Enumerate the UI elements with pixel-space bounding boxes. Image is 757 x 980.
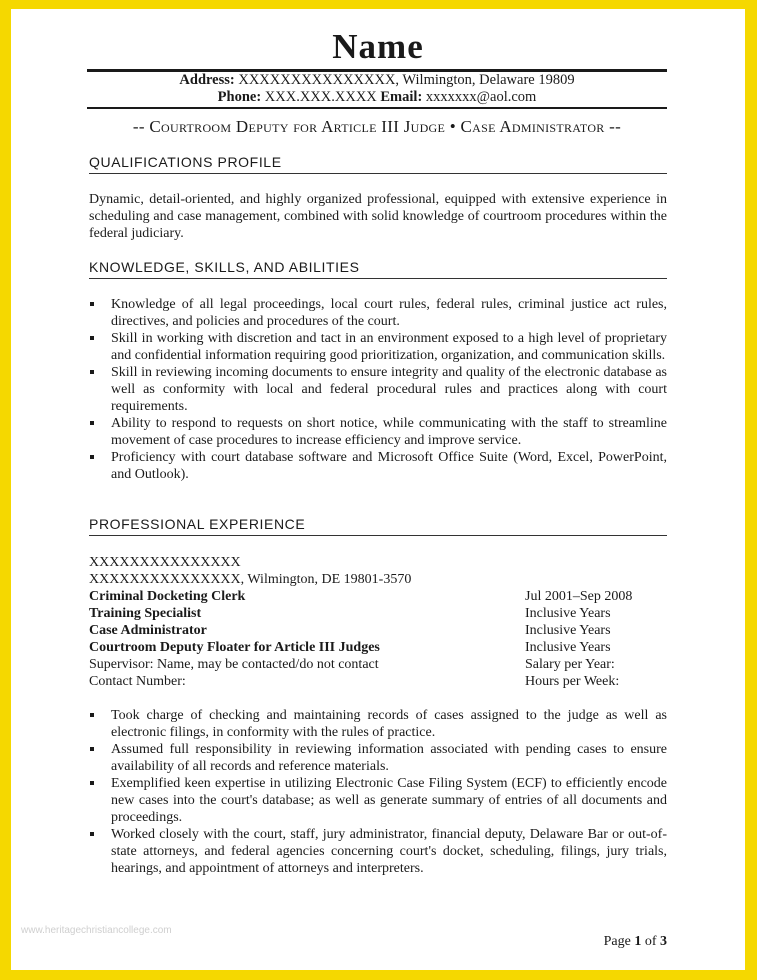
ksa-item-text: Skill in reviewing incoming documents to ensure integrity and quality of the electronic database as well as conformity with local and federal procedural rules and practices along with court requirements. [111, 365, 667, 414]
address-label: Address: [179, 72, 235, 88]
page-current: 1 [634, 934, 642, 949]
bullet-icon [90, 781, 94, 785]
address-line [87, 72, 667, 89]
employer-name: XXXXXXXXXXXXXXX [89, 555, 241, 570]
qualifications-heading: QUALIFICATIONS PROFILE [89, 154, 282, 170]
ksa-heading: KNOWLEDGE, SKILLS, AND ABILITIES [89, 259, 360, 275]
email-label: Email: [380, 89, 423, 105]
header-bottom-rule [87, 107, 667, 109]
phone-label: Phone: [217, 89, 262, 105]
resume-page [11, 9, 745, 970]
experience-rule [89, 535, 667, 536]
ksa-item [89, 449, 667, 483]
bullet-icon [90, 336, 94, 340]
salary-line: Salary per Year: [525, 657, 615, 672]
experience-item [89, 707, 667, 741]
role-dates: Inclusive Years [525, 606, 611, 621]
watermark-text: www.heritagechristiancollege.com [21, 925, 172, 936]
role-title: Courtroom Deputy Floater for Article III Judges [89, 640, 380, 655]
experience-item [89, 775, 667, 826]
experience-item [89, 826, 667, 877]
supervisor-line: Supervisor: Name, may be contacted/do not contact [89, 657, 379, 672]
ksa-item-text: Skill in working with discretion and tact in an environment exposed to a high level of proprietary and confidential information requiring good prioritization, organization, and communication skills. [111, 331, 667, 363]
experience-item-text: Took charge of checking and maintaining records of cases assigned to the judge as well as electronic filings, in conformity with the rules of practice. [111, 708, 667, 740]
experience-item-text: Worked closely with the court, staff, jury administrator, financial deputy, Delaware Bar or out-of-state attorneys, and federal agencies concerning court's docket, scheduling, filings, jury trials, hearings, and appointment of attorneys and interpreters. [111, 827, 667, 876]
role-title: Criminal Docketing Clerk [89, 589, 246, 604]
qualifications-rule [89, 173, 667, 174]
hours-line: Hours per Week: [525, 674, 620, 689]
phone-email-line [87, 89, 667, 106]
ksa-item-text: Ability to respond to requests on short notice, while communicating with the staff to streamline movement of case procedures to increase efficiency and improve service. [111, 416, 667, 448]
page-label: Page [603, 934, 635, 949]
email-value: xxxxxxx@aol.com [422, 89, 537, 105]
ksa-item-text: Proficiency with court database software and Microsoft Office Suite (Word, Excel, PowerPoint, and Outlook). [111, 450, 667, 482]
qualifications-text: Dynamic, detail-oriented, and highly organized professional, equipped with extensive experience in scheduling and case management, combined with solid knowledge of courtroom procedures within the federal judiciary. [89, 192, 667, 241]
ksa-item [89, 364, 667, 415]
ksa-item [89, 296, 667, 330]
bullet-icon [90, 713, 94, 717]
experience-heading: PROFESSIONAL EXPERIENCE [89, 516, 306, 532]
ksa-rule [89, 278, 667, 279]
experience-list [89, 707, 667, 877]
employer-address: XXXXXXXXXXXXXXX, Wilmington, DE 19801-3570 [89, 572, 412, 587]
role-dates: Jul 2001–Sep 2008 [525, 589, 633, 604]
ksa-item-text: Knowledge of all legal proceedings, local court rules, federal rules, criminal justice act rules, directives, and policies and procedures of the court. [111, 297, 667, 329]
candidate-name: Name [332, 27, 424, 66]
role-title: Training Specialist [89, 606, 202, 621]
bullet-icon [90, 421, 94, 425]
experience-item-text: Exemplified keen expertise in utilizing Electronic Case Filing System (ECF) to efficiently encode new cases into the court's database; as well as generate summary of entries of all documents and proceedings. [111, 776, 667, 825]
ksa-list [89, 296, 667, 483]
professional-headline: -- Courtroom Deputy for Article III Judge • Case Administrator -- [132, 117, 622, 136]
address-value: XXXXXXXXXXXXXXX, Wilmington, Delaware 19809 [234, 72, 575, 88]
page-of: of [641, 934, 660, 949]
ksa-item [89, 415, 667, 449]
role-dates: Inclusive Years [525, 623, 611, 638]
bullet-icon [90, 455, 94, 459]
ksa-item [89, 330, 667, 364]
phone-value: XXX.XXX.XXXX [261, 89, 381, 105]
experience-item-text: Assumed full responsibility in reviewing information associated with pending cases to ensure availability of all records and reference materials. [111, 742, 667, 774]
contact-number-line: Contact Number: [89, 674, 186, 689]
page-total: 3 [660, 934, 667, 949]
bullet-icon [90, 370, 94, 374]
role-title: Case Administrator [89, 623, 207, 638]
bullet-icon [90, 747, 94, 751]
role-dates: Inclusive Years [525, 640, 611, 655]
bullet-icon [90, 302, 94, 306]
bullet-icon [90, 832, 94, 836]
experience-item [89, 741, 667, 775]
page-number [604, 934, 667, 950]
